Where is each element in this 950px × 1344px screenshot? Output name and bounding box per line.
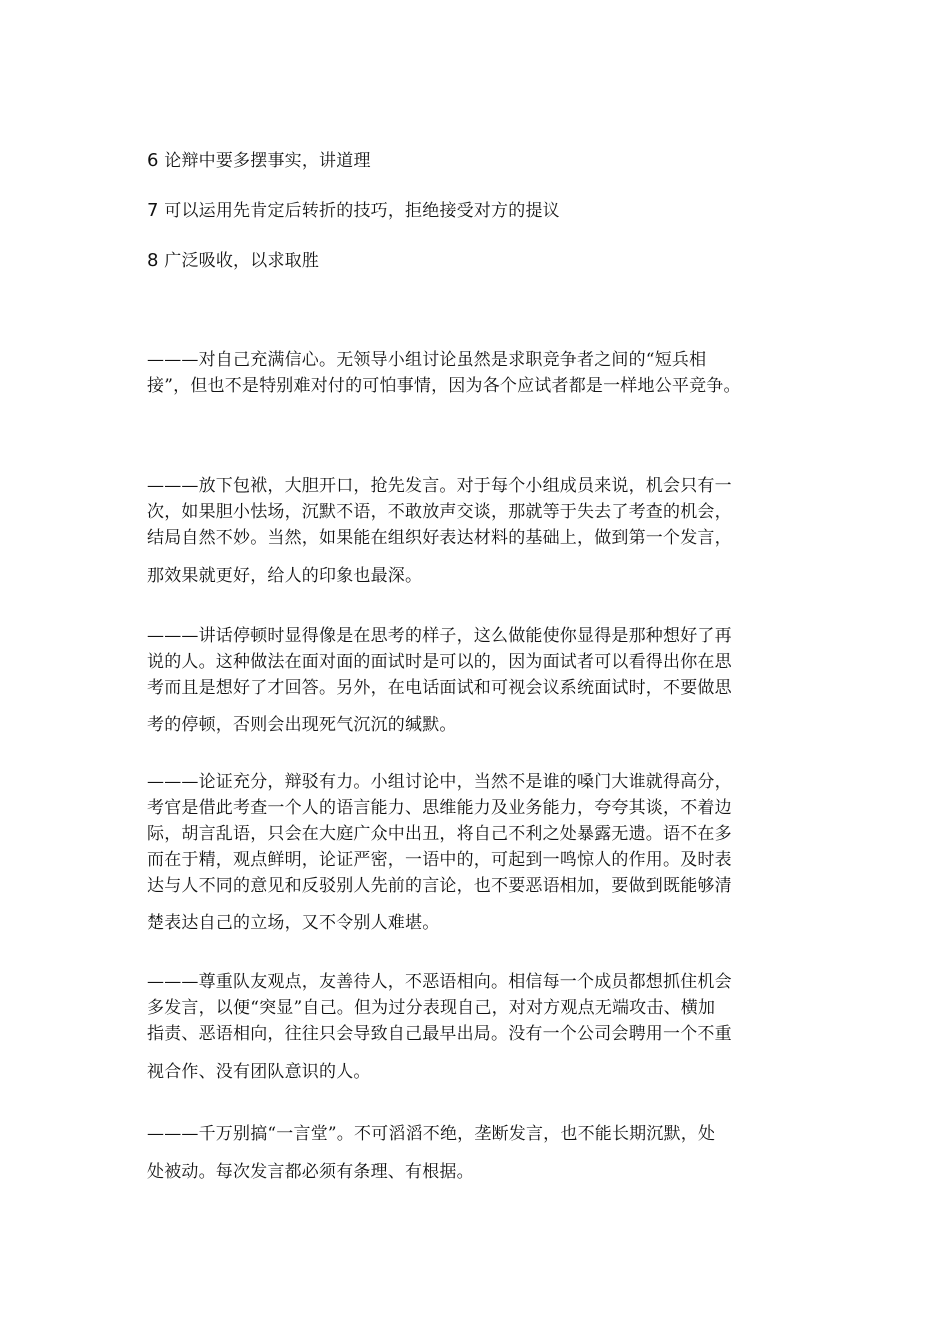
paragraph-line: 楚表达自己的立场，又不令别人难堪。 <box>147 913 440 933</box>
paragraph-line: 接”，但也不是特别难对付的可怕事情，因为各个应试者都是一样地公平竞争。 <box>147 376 741 396</box>
paragraph-line: 达与人不同的意见和反驳别人先前的言论，也不要恶语相加，要做到既能够清 <box>147 876 732 896</box>
list-text: 论辩中要多摆事实，讲道理 <box>158 151 371 171</box>
list-text: 广泛吸收，以求取胜 <box>158 251 320 271</box>
paragraph-line: 多发言，以便“突显”自己。但为过分表现自己，对对方观点无端攻击、横加 <box>147 998 716 1018</box>
list-text: 可以运用先肯定后转折的技巧，拒绝接受对方的提议 <box>158 201 560 221</box>
paragraph-line: 说的人。这种做法在面对面的面试时是可以的，因为面试者可以看得出你在思 <box>147 652 732 672</box>
list-number: 8 <box>147 250 159 271</box>
paragraph-line: 考而且是想好了才回答。另外，在电话面试和可视会议系统面试时，不要做思 <box>147 678 732 698</box>
paragraph-line: 考的停顿，否则会出现死气沉沉的缄默。 <box>147 715 457 735</box>
paragraph-line: 那效果就更好，给人的印象也最深。 <box>147 566 423 586</box>
paragraph-line: 处被动。每次发言都必须有条理、有根据。 <box>147 1162 474 1182</box>
paragraph-line: 次，如果胆小怯场，沉默不语，不敢放声交谈，那就等于失去了考查的机会， <box>147 502 732 522</box>
paragraph-line: ———放下包袱，大胆开口，抢先发言。对于每个小组成员来说，机会只有一 <box>147 476 732 496</box>
list-number: 6 <box>147 150 159 171</box>
paragraph-line: 考官是借此考查一个人的语言能力、思维能力及业务能力，夸夸其谈，不着边 <box>147 798 732 818</box>
paragraph-line: 结局自然不妙。当然，如果能在组织好表达材料的基础上，做到第一个发言， <box>147 528 732 548</box>
paragraph-line: ———尊重队友观点，友善待人，不恶语相向。相信每一个成员都想抓住机会 <box>147 972 732 992</box>
list-number: 7 <box>147 200 159 221</box>
paragraph-line: 指责、恶语相向，往往只会导致自己最早出局。没有一个公司会聘用一个不重 <box>147 1024 732 1044</box>
paragraph-line: 际，胡言乱语，只会在大庭广众中出丑，将自己不利之处暴露无遗。语不在多 <box>147 824 732 844</box>
paragraph-line: ———讲话停顿时显得像是在思考的样子，这么做能使你显得是那种想好了再 <box>147 626 732 646</box>
paragraph-line: 视合作、没有团队意识的人。 <box>147 1062 371 1082</box>
list-item-8 <box>147 249 319 273</box>
paragraph-line: ———千万别搞“一言堂”。不可滔滔不绝，垄断发言，也不能长期沉默，处 <box>147 1124 716 1144</box>
paragraph-line: ———论证充分，辩驳有力。小组讨论中，当然不是谁的嗓门大谁就得高分， <box>147 772 732 792</box>
list-item-6 <box>147 149 371 173</box>
list-item-7 <box>147 199 560 223</box>
paragraph-line: ———对自己充满信心。无领导小组讨论虽然是求职竞争者之间的“短兵相 <box>147 350 707 370</box>
paragraph-line: 而在于精，观点鲜明，论证严密，一语中的，可起到一鸣惊人的作用。及时表 <box>147 850 732 870</box>
